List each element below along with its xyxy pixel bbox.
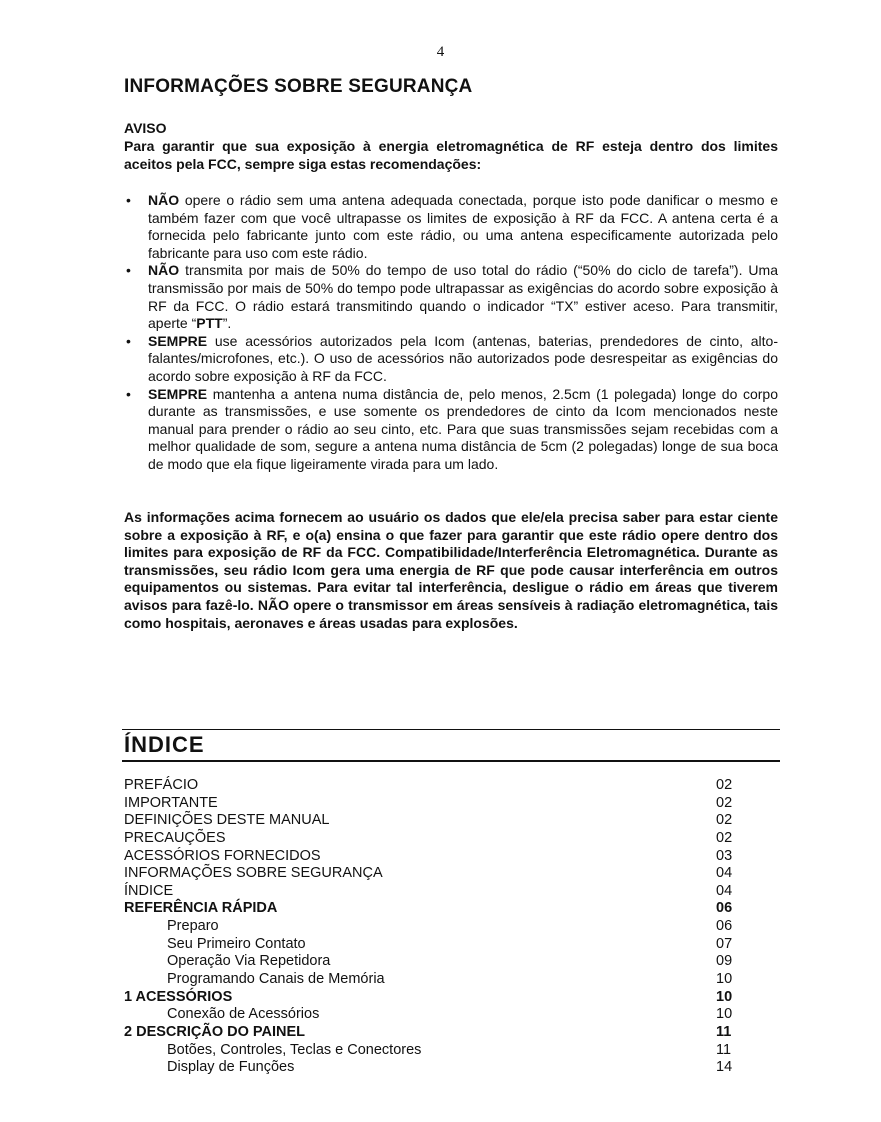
toc-subentry — [124, 918, 736, 936]
toc-entry-page: 04 — [716, 865, 733, 882]
safety-bullet-list — [124, 192, 778, 474]
toc-entry-label: Display de Funções — [167, 1059, 295, 1076]
bullet-marker: • — [126, 192, 131, 208]
toc-entry-label: Operação Via Repetidora — [167, 953, 331, 970]
toc-entry-label: Conexão de Acessórios — [167, 1006, 320, 1023]
toc-entry-page: 07 — [716, 935, 733, 952]
summary-paragraph: As informações acima fornecem ao usuário os dados que ele/ela precisa saber para estar ciente sobre a exposição à RF, e o(a) ensina o que fazer para garantir que este rádio opere dentro dos limites para exposição de RF da FCC. Compatibilidade/Interferência Eletromagnética. Durante as transmissões, seu rádio Icom gera uma energia de RF que pode causar interferência em outros equipamentos ou sistemas. Para evitar tal interferência, desligue o rádio em áreas que tiverem avisos para fazê-lo. NÃO opere o transmissor em áreas sensíveis à radiação eletromagnética, tais como hospitais, aeronaves e áreas usadas para explosões. — [124, 509, 778, 631]
toc-subentry — [124, 1042, 736, 1060]
toc-entry-label: 1 ACESSÓRIOS — [124, 988, 233, 1005]
toc-entry-label: 2 DESCRIÇÃO DO PAINEL — [124, 1023, 306, 1040]
toc-entry-label: IMPORTANTE — [124, 794, 218, 811]
toc-entry-page: 10 — [716, 988, 733, 1005]
index-top-rule — [122, 729, 780, 730]
toc-entry-label: PRECAUÇÕES — [124, 829, 226, 846]
bullet-item — [124, 192, 778, 262]
toc-entry-label: Seu Primeiro Contato — [167, 935, 306, 952]
toc-entry-page: 09 — [716, 953, 733, 970]
bullet-text: opere o rádio sem uma antena adequada conectada, porque isto pode danificar o mesmo e também fazer com que você ultrapasse os limites de exposição à RF da FCC. A antena certa é a fornecida pelo fabricante junto com este rádio, ou uma antena especificamente autorizada pelo fabricante para uso com este rádio. — [148, 192, 778, 261]
bullet-text: transmita por mais de 50% do tempo de uso total do rádio (“50% do ciclo de tarefa”). Uma transmissão por mais de 50% do tempo pode ultrapassar as exigências do acordo sobre exposição à RF da FCC. O rádio estará transmitindo quando o indicador “TX” estiver aceso. Para transmitir, aperte “ — [148, 262, 778, 332]
toc-section-entry — [124, 900, 736, 918]
toc-entry-label: INFORMAÇÕES SOBRE SEGURANÇA — [124, 865, 383, 882]
toc-entry-label: REFERÊNCIA RÁPIDA — [124, 900, 278, 917]
table-of-contents — [124, 777, 736, 1077]
toc-section-entry — [124, 989, 736, 1007]
bullet-text: mantenha a antena numa distância de, pelo menos, 2.5cm (1 polegada) longe do corpo durante as transmissões, e use somente os prendedores de cinto da Icom mencionados neste manual para prender o rádio ao seu cinto, etc. Para que suas transmissões sejam recebidas com a melhor qualidade de som, segure a antena numa distância de 5cm (2 polegadas) longe de sua boca de modo que ela fique ligeiramente virada para um lado. — [148, 385, 778, 472]
bullet-marker: • — [126, 332, 131, 349]
toc-entry-page: 02 — [716, 829, 733, 846]
toc-entry-page: 02 — [716, 794, 733, 811]
toc-subentry — [124, 953, 736, 971]
toc-entry-label: ACESSÓRIOS FORNECIDOS — [124, 847, 321, 864]
intro-paragraph: Para garantir que sua exposição à energia eletromagnética de RF esteja dentro dos limites aceitos pela FCC, sempre siga estas recomendações: — [124, 138, 778, 172]
toc-entry — [124, 883, 736, 901]
toc-section-entry — [124, 1024, 736, 1042]
toc-entry-label: Preparo — [167, 918, 219, 935]
toc-entry-label: ÍNDICE — [124, 882, 174, 899]
toc-subentry — [124, 971, 736, 989]
toc-entry-page: 11 — [716, 1041, 732, 1058]
toc-entry-page: 10 — [716, 1006, 733, 1023]
bullet-tail: ”. — [222, 315, 232, 332]
toc-entry-page: 03 — [716, 847, 733, 864]
bullet-marker: • — [126, 385, 131, 402]
bullet-lead: NÃO — [148, 192, 180, 208]
toc-entry-page: 02 — [716, 812, 733, 829]
bullet-emphasis: PTT — [196, 315, 223, 332]
toc-subentry — [124, 1006, 736, 1024]
toc-entry — [124, 848, 736, 866]
toc-entry-page: 02 — [716, 777, 733, 793]
toc-entry-page: 11 — [716, 1023, 732, 1040]
index-bottom-rule — [122, 760, 780, 762]
index-title: ÍNDICE — [124, 732, 205, 757]
toc-entry — [124, 812, 736, 830]
warning-label: AVISO — [124, 120, 167, 136]
toc-entry — [124, 865, 736, 883]
toc-entry-page: 14 — [716, 1059, 733, 1076]
toc-entry-label: Botões, Controles, Teclas e Conectores — [167, 1041, 422, 1058]
toc-entry — [124, 830, 736, 848]
toc-entry — [124, 777, 736, 795]
toc-entry-label: DEFINIÇÕES DESTE MANUAL — [124, 812, 330, 829]
page-number: 4 — [436, 44, 445, 60]
bullet-lead: SEMPRE — [148, 332, 208, 349]
toc-entry-label: Programando Canais de Memória — [167, 971, 385, 988]
bullet-item — [124, 333, 778, 386]
section-title: INFORMAÇÕES SOBRE SEGURANÇA — [124, 76, 473, 97]
bullet-item — [124, 386, 778, 474]
toc-subentry — [124, 1059, 736, 1077]
bullet-item — [124, 262, 778, 332]
bullet-text: use acessórios autorizados pela Icom (antenas, baterias, prendedores de cinto, alto-falantes/microfones, etc.). O uso de acessórios não autorizados pode desrespeitar as exigências do acordo sobre exposição à RF da FCC. — [148, 332, 778, 384]
toc-subentry — [124, 936, 736, 954]
toc-entry-label: PREFÁCIO — [124, 777, 199, 793]
bullet-lead: NÃO — [148, 262, 180, 279]
toc-entry — [124, 795, 736, 813]
toc-entry-page: 06 — [716, 900, 733, 917]
bullet-marker: • — [126, 262, 131, 279]
toc-entry-page: 10 — [716, 971, 733, 988]
bullet-lead: SEMPRE — [148, 385, 208, 402]
toc-entry-page: 06 — [716, 918, 733, 935]
toc-entry-page: 04 — [716, 882, 733, 899]
